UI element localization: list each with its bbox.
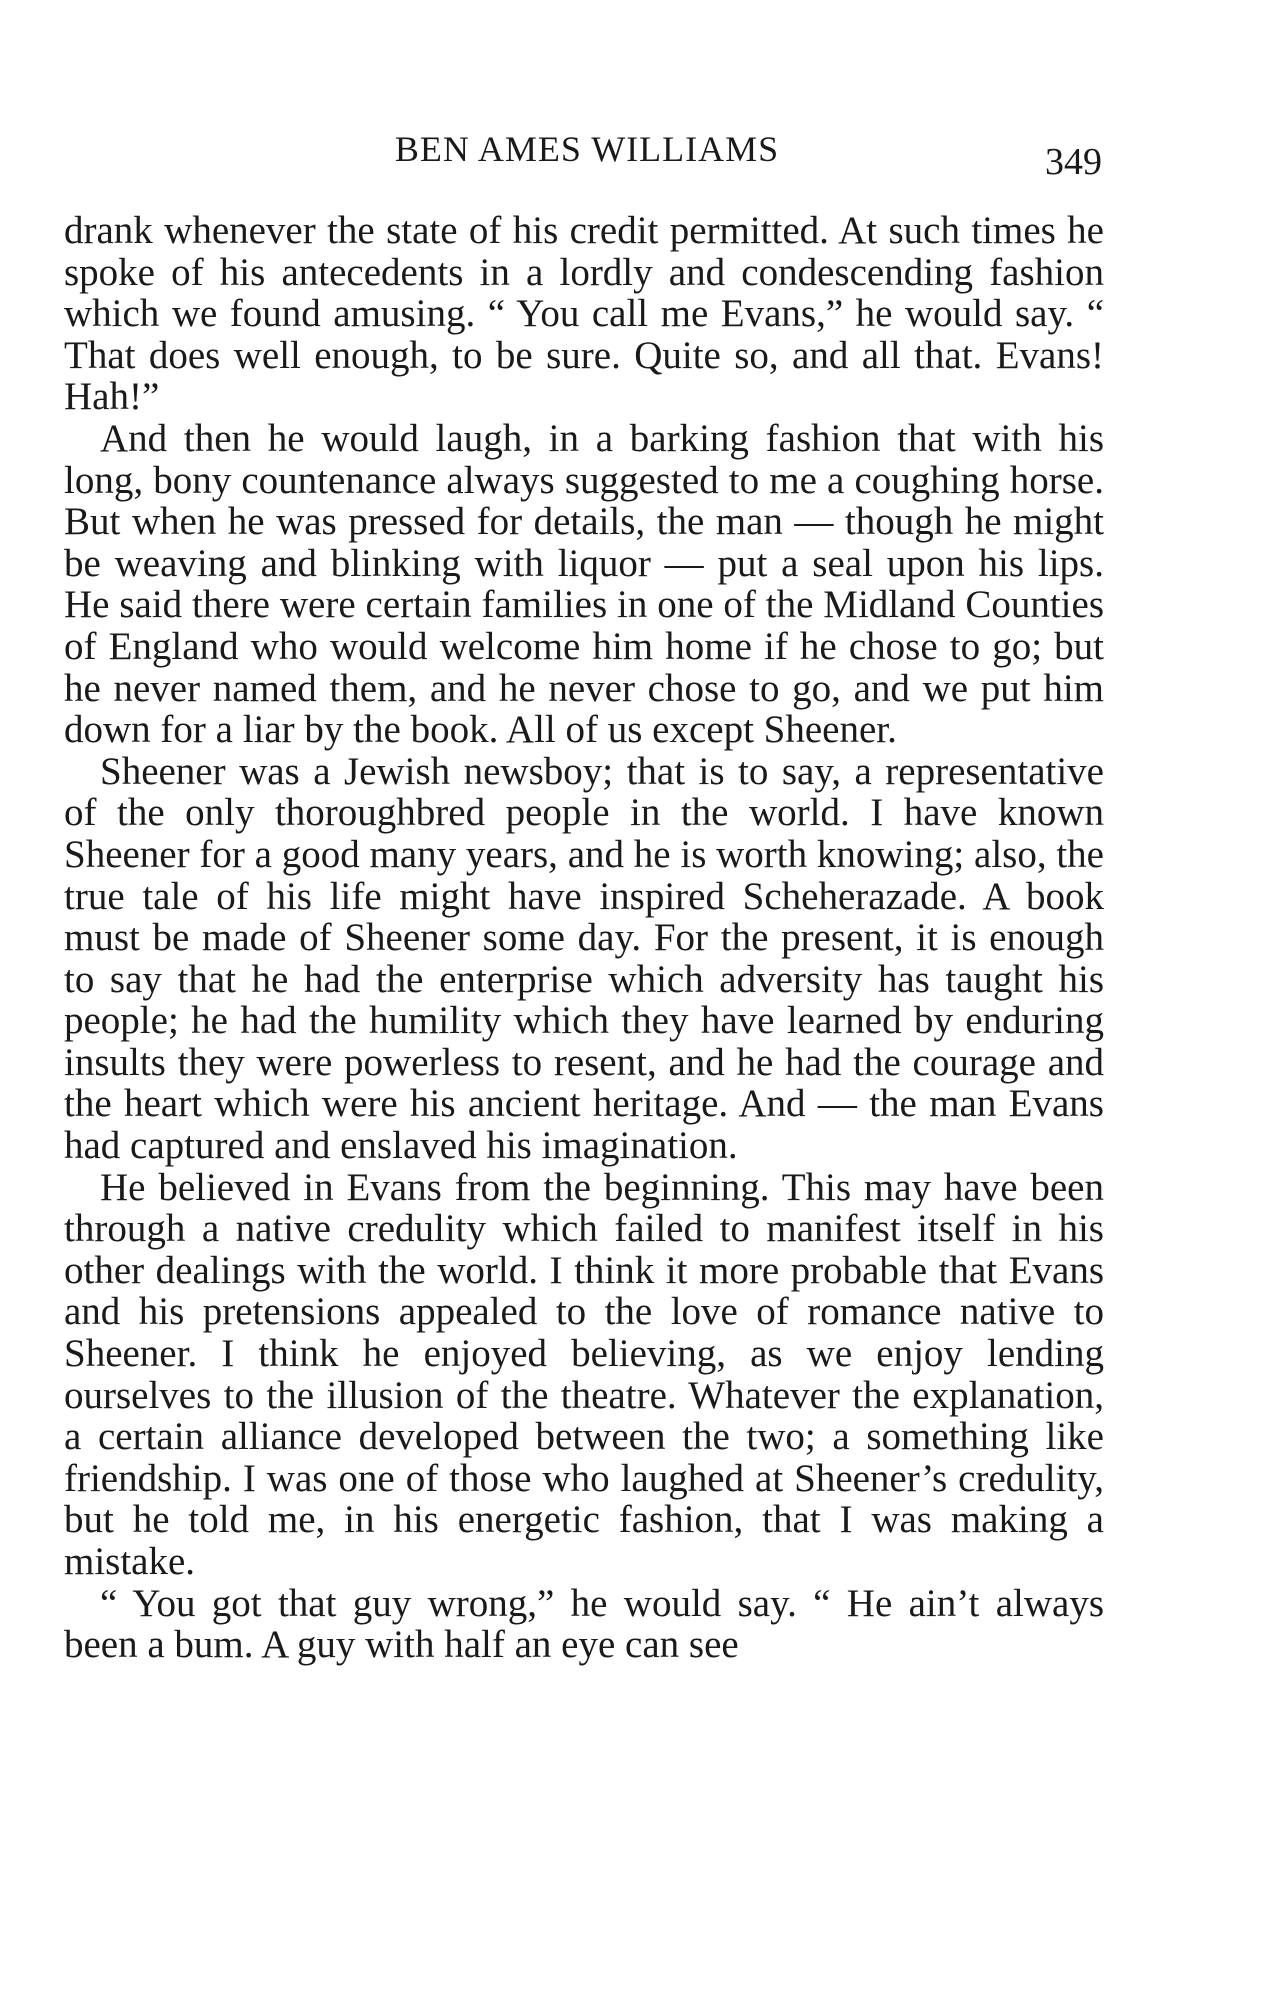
paragraph: He believed in Evans from the beginning. This may have been through a native credulity which failed to manifest itself in his other dealings with the world. I think it more probable that Evans and his pretensions appealed to the love of romance native to Sheener. I think he enjoyed believing, as we enjoy lending ourselves to the illusion of the theatre. Whatever the explanation, a certain alliance developed between the two; a something like friendship. I was one of those who laughed at Sheener’s credulity, but he told me, in his energetic fashion, that I was making a mistake. bbox=[64, 1165, 1104, 1583]
paragraph: Sheener was a Jewish newsboy; that is to say, a representative of the only thoroughbred people in the world. I have known Sheener for a good many years, and he is worth knowing; also, the true tale of his life might have inspired Scheherazade. A book must be made of Sheener some day. For the present, it is enough to say that he had the enterprise which adversity has taught his people; he had the humility which they have learned by enduring insults they were powerless to resent, and he had the courage and the heart which were his ancient heritage. And — the man Evans had captured and enslaved his imagination. bbox=[64, 749, 1104, 1168]
paragraph: And then he would laugh, in a barking fashion that with his long, bony countenance always suggested to me a coughing horse. But when he was pressed for details, the man — though he might be weaving and blinking with liquor — put a seal upon his lips. He said there were certain families in one of the Midland Counties of England who would welcome him home if he chose to go; but he never named them, and he never chose to go, and we put him down for a liar by the book. All of us except Sheener. bbox=[64, 416, 1104, 752]
paragraph: drank whenever the state of his credit permitted. At such times he spoke of his antecedents in a lordly and condescending fashion which we found amusing. “ You call me Evans,” he would say. “ That does well enough, to be sure. Quite so, and all that. Evans! Hah!” bbox=[64, 209, 1104, 419]
running-title: BEN AMES WILLIAMS bbox=[394, 129, 780, 169]
paragraph: “ You got that guy wrong,” he would say. “ He ain’t always been a bum. A guy with half an eye can see bbox=[64, 1581, 1104, 1667]
page-number: 349 bbox=[1045, 141, 1102, 183]
running-head bbox=[72, 128, 1102, 183]
body-text bbox=[64, 210, 1104, 1666]
